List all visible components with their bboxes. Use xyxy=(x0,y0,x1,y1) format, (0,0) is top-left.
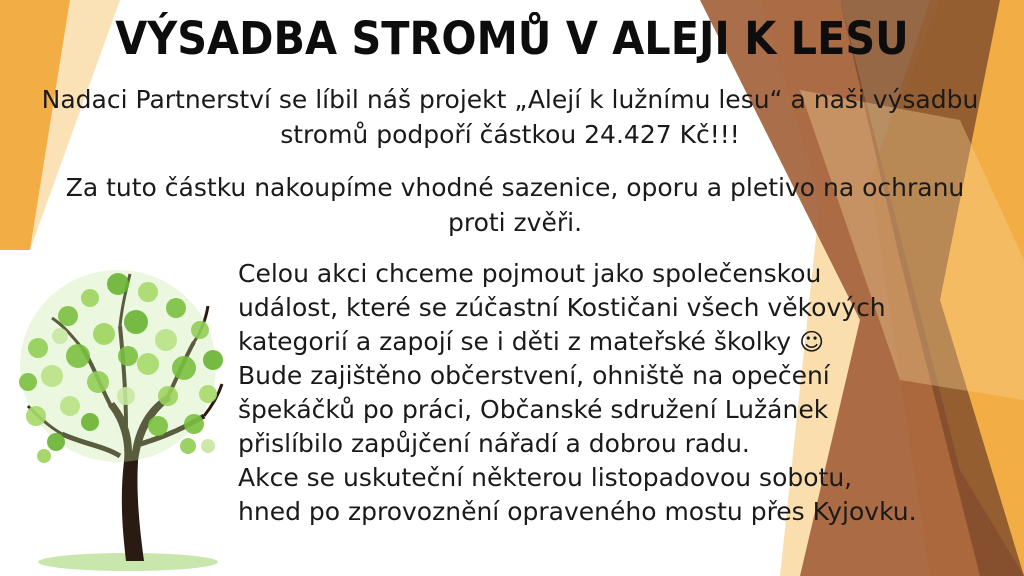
purchase-paragraph: Za tuto částku nakoupíme vhodné sazenice, oporu a pletivo na ochranu proti zvěři. xyxy=(65,173,965,237)
slide-title: VÝSADBA STROMŮ V ALEJI K LESU xyxy=(115,12,909,65)
detail-line-text: kategorií a zapojí se i děti z mateřské školky xyxy=(238,327,792,356)
event-details xyxy=(238,257,1008,529)
detail-line: Celou akci chceme pojmout jako společenskou xyxy=(238,259,822,288)
intro-paragraph: Nadaci Partnerství se líbil náš projekt „Alejí k lužnímu lesu“ a naši výsadbu stromů podpoří částkou 24.427 Kč!!! xyxy=(41,85,979,149)
detail-line-with-smiley xyxy=(238,325,1008,359)
detail-line: hned po zprovoznění opraveného mostu přes Kyjovku. xyxy=(238,497,917,526)
detail-line: Akce se uskuteční některou listopadovou sobotu, xyxy=(238,463,853,492)
detail-line: přislíbilo zapůjčení nářadí a dobrou radu. xyxy=(238,429,750,458)
tree-illustration-icon xyxy=(8,256,228,576)
detail-line: Bude zajištěno občerstvení, ohniště na opečení xyxy=(238,361,830,390)
tree-foliage xyxy=(19,270,223,463)
detail-line: špekáčků po práci, Občanské sdružení Lužánek xyxy=(238,395,829,424)
smiley-face-icon: ☺ xyxy=(799,328,825,356)
detail-line: událost, které se zúčastní Kostičani všech věkových xyxy=(238,293,886,322)
